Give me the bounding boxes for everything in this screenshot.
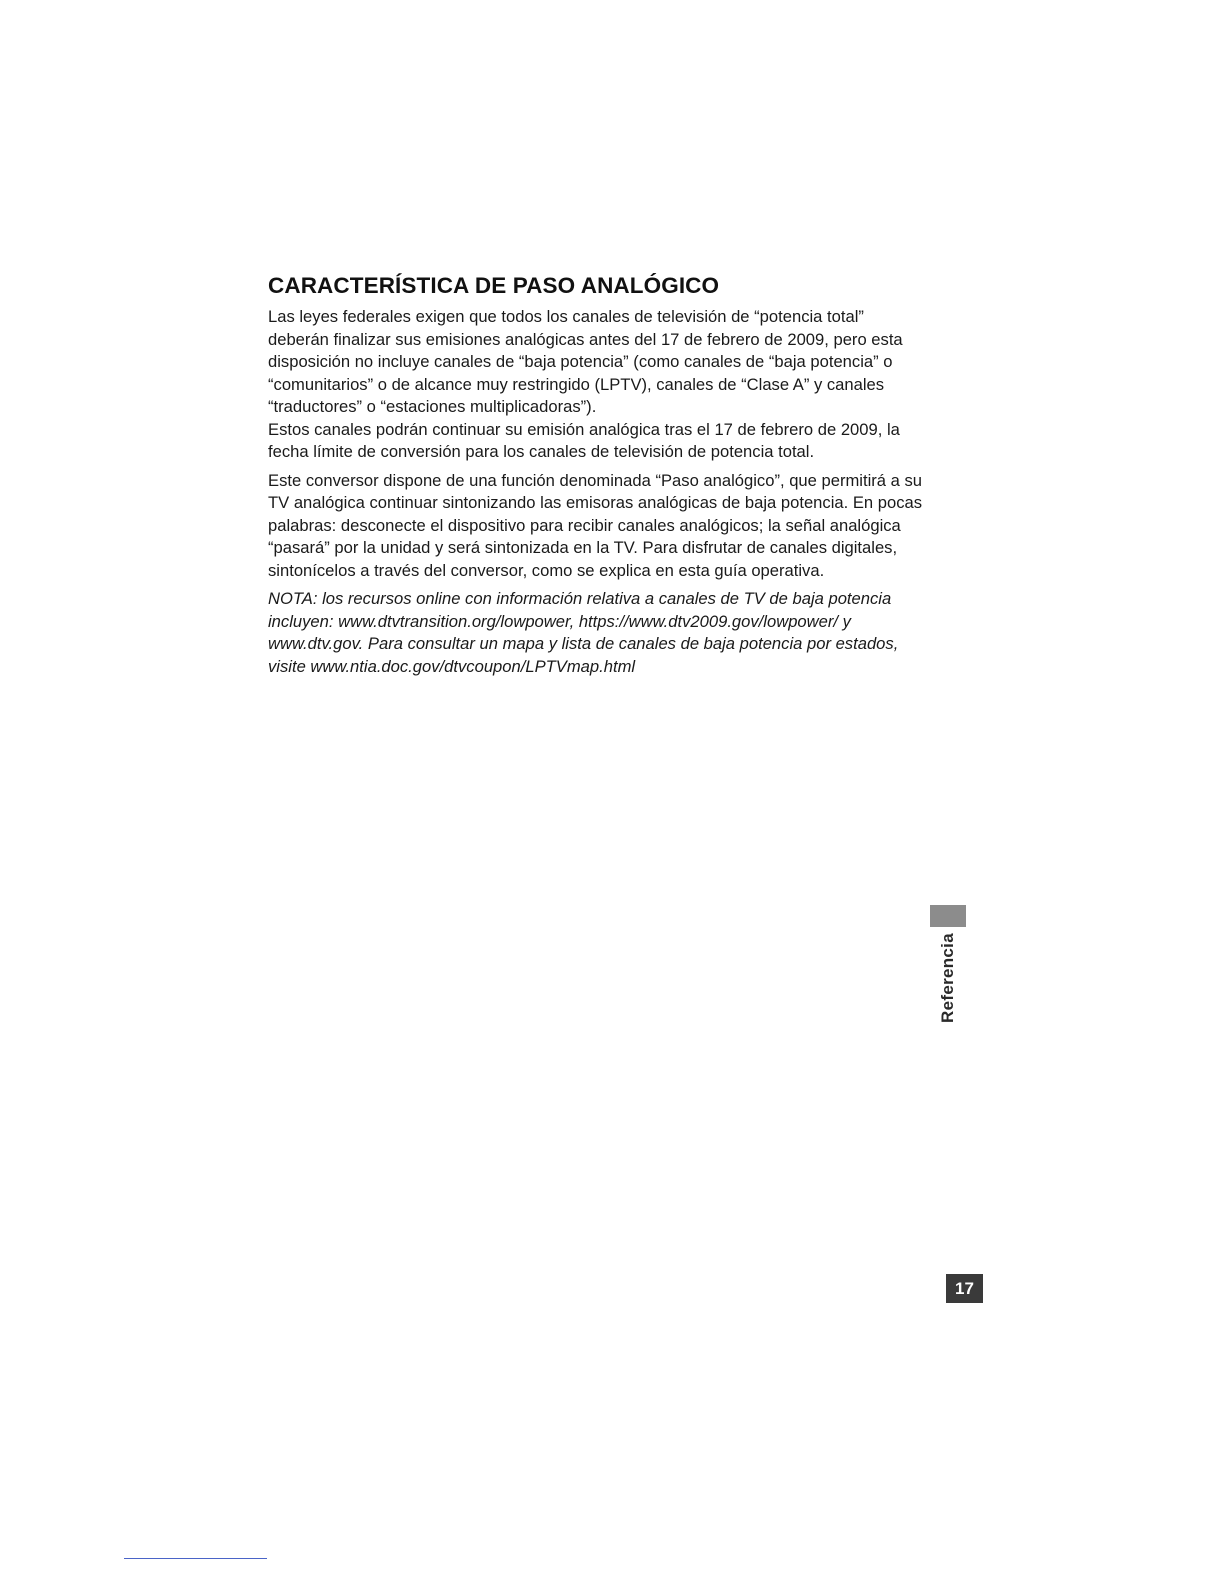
footer-rule <box>124 1558 267 1559</box>
paragraph-analog-pass: Este conversor dispone de una función denominada “Paso analógico”, que permitirá a su TV analógica continuar sintonizando las emisoras analógicas de baja potencia. En pocas palabras: desconecte el dispositivo para recibir canales analógicos; la señal analógica “pasará” por la unidad y será sintonizada en la TV. Para disfrutar de canales digitales, sintonícelos a través del conversor, como se explica en esta guía operativa. <box>268 470 923 580</box>
main-content <box>268 272 928 678</box>
paragraph-low-power: Estos canales podrán continuar su emisión analógica tras el 17 de febrero de 2009, la fecha límite de conversión para los canales de televisión de potencia total. <box>268 419 900 461</box>
section-title: CARACTERÍSTICA DE PASO ANALÓGICO <box>268 273 720 298</box>
section-tab-marker <box>930 905 966 927</box>
section-tab-label: Referencia <box>938 933 957 1023</box>
note-paragraph: NOTA: los recursos online con información relativa a canales de TV de baja potencia incluyen: www.dtvtransition.org/lowpower, https://www.dtv2009.gov/lowpower/ y www.dtv.gov. Para consultar un mapa y lista de canales de baja potencia por estados, visite www.ntia.doc.gov/dtvcoupon/LPTVmap.html <box>268 589 899 676</box>
paragraph-intro: Las leyes federales exigen que todos los canales de televisión de “potencia total” deberán finalizar sus emisiones analógicas antes del 17 de febrero de 2009, pero esta disposición no incluye canales de “baja potencia” (como canales de “baja potencia” o “comunitarios” o de alcance muy restringido (LPTV), canales de “Clase A” y canales “traductores” o “estaciones multiplicadoras”). <box>268 307 903 416</box>
page-number: 17 <box>946 1274 983 1303</box>
